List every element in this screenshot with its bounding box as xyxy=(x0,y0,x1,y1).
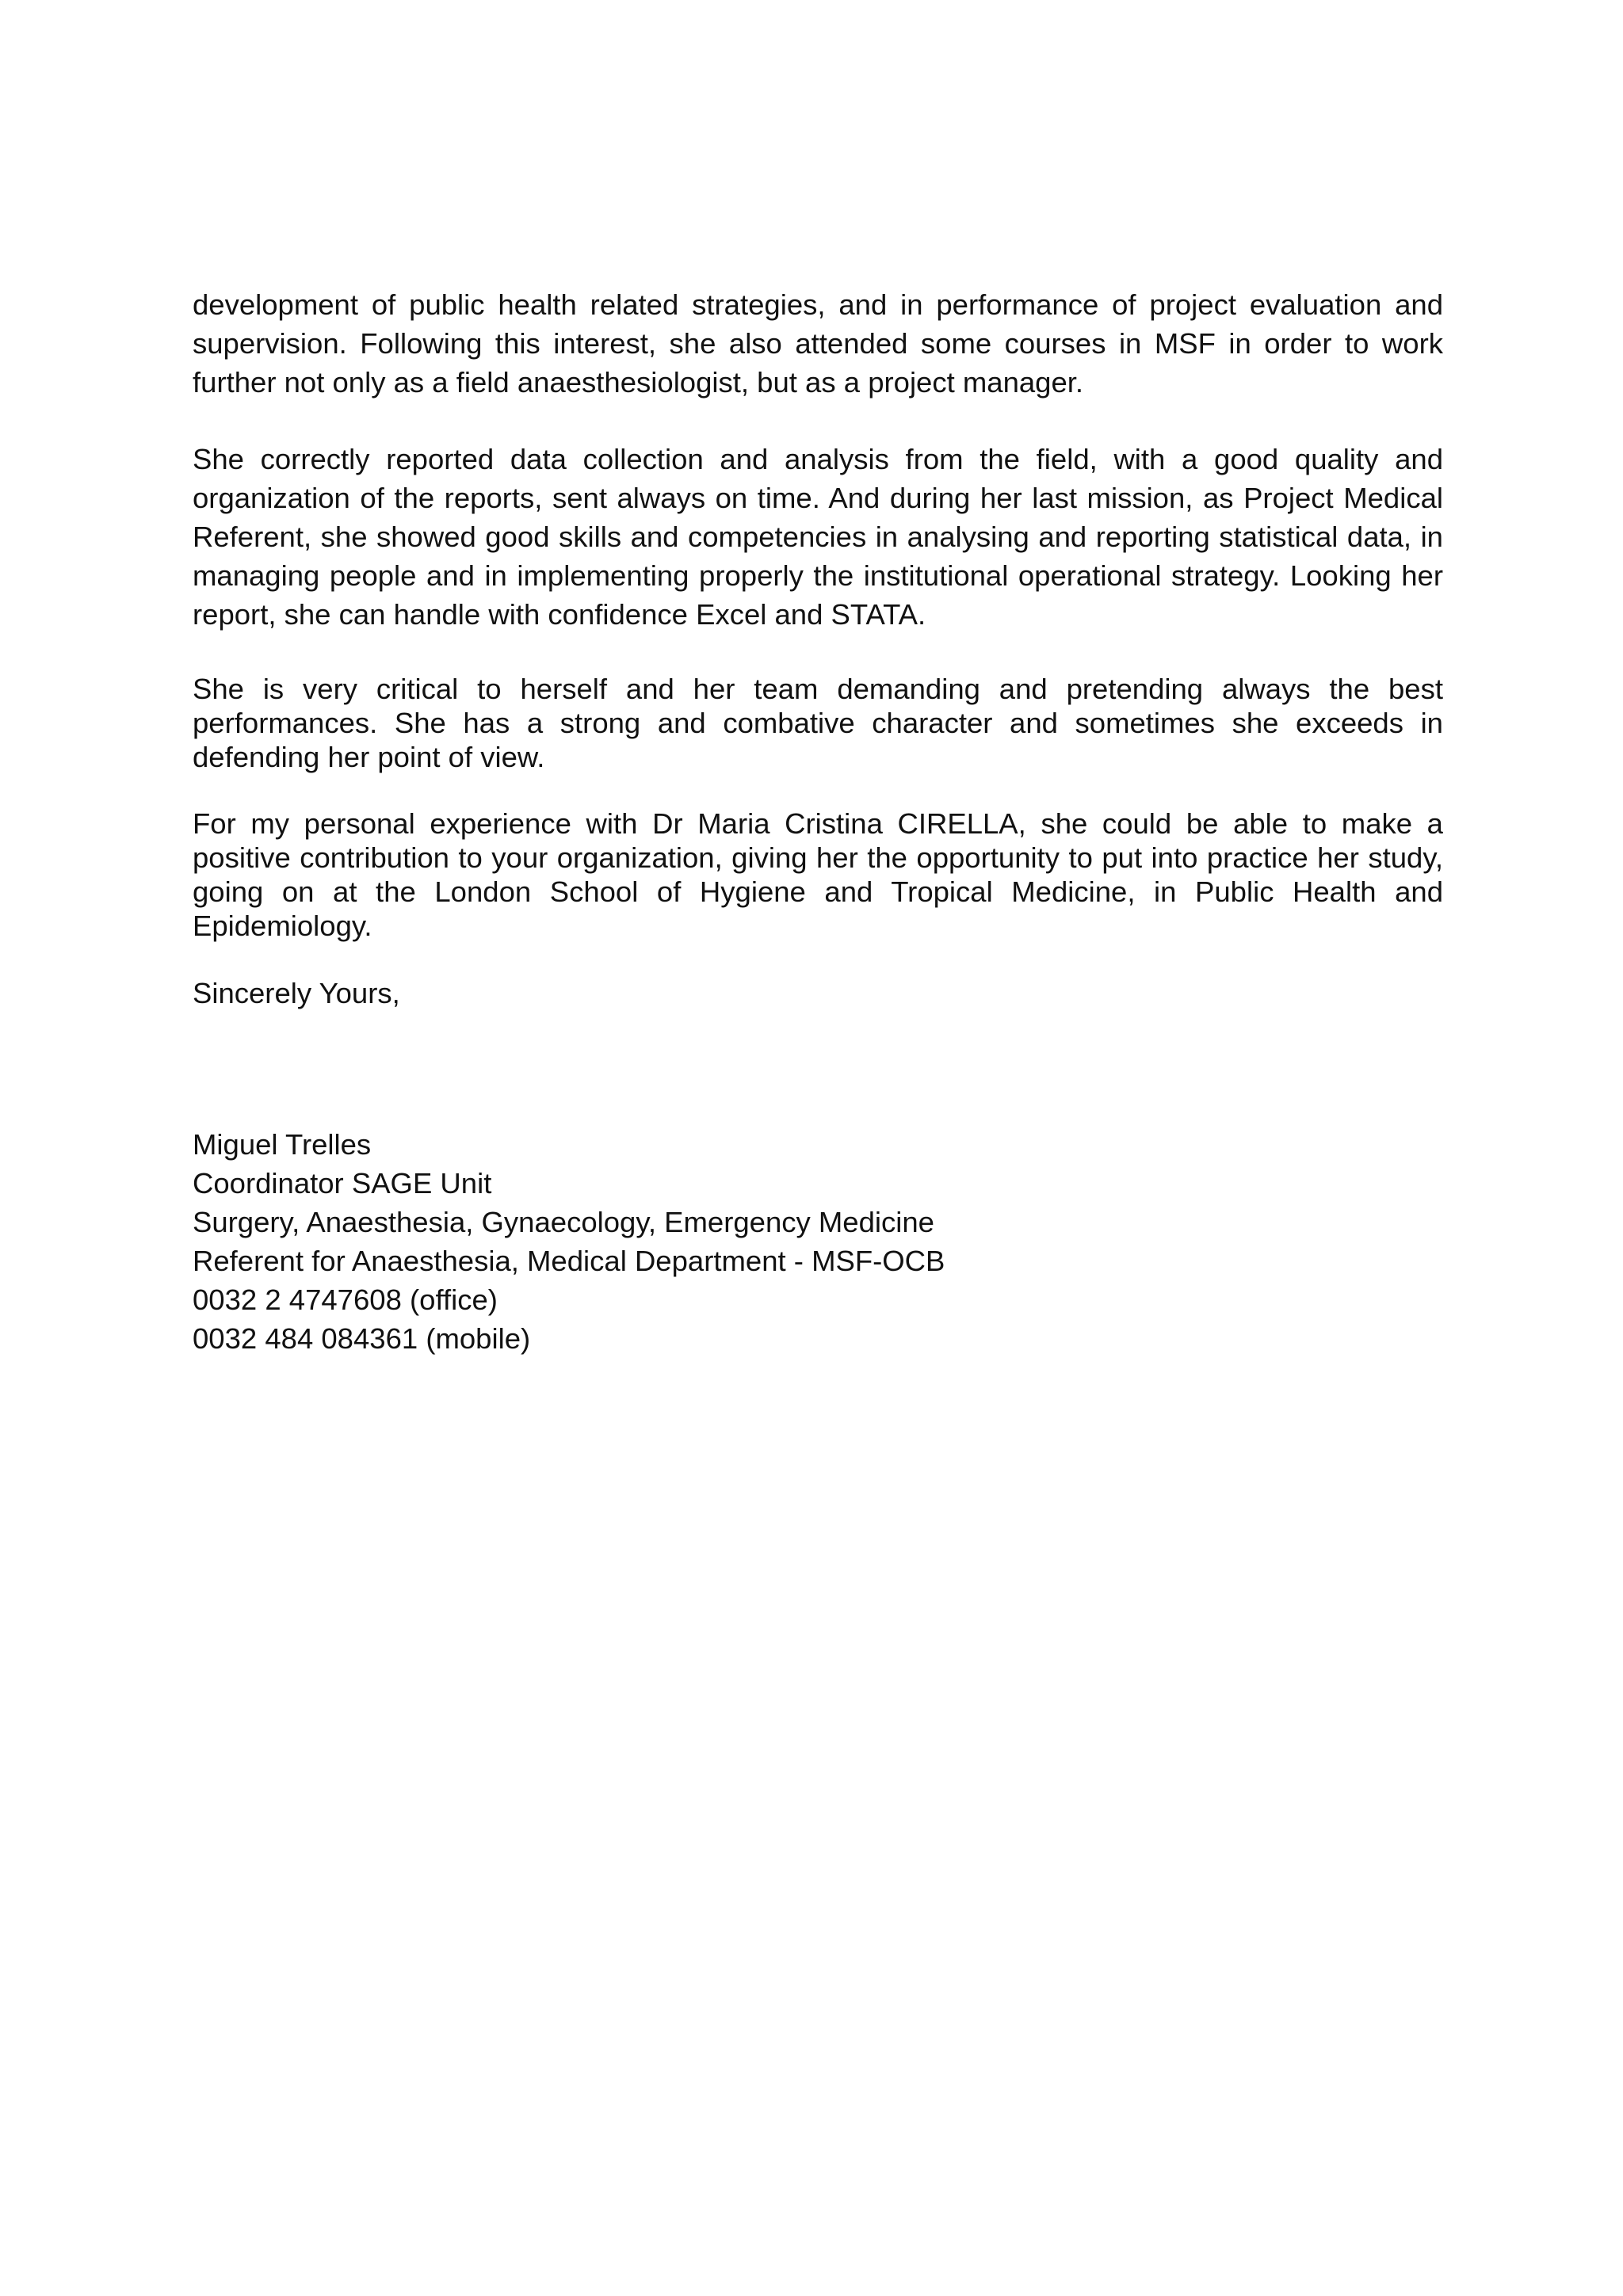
letter-body xyxy=(193,285,1443,1358)
signatory-specialties: Surgery, Anaesthesia, Gynaecology, Emergency Medicine xyxy=(193,1206,934,1238)
signatory-title: Coordinator SAGE Unit xyxy=(193,1167,492,1199)
phone-mobile: 0032 484 084361 (mobile) xyxy=(193,1322,531,1355)
paragraph-character: She is very critical to herself and her team demanding and pretending always the best performances. She has a strong and combative character and sometimes she exceeds in defending her point of view. xyxy=(193,673,1443,773)
signature-block xyxy=(193,1125,1443,1358)
paragraph-public-health-interest: development of public health related strategies, and in performance of project evaluation and supervision. Following this interest, she also attended some courses in MSF in order to work further not only as a field anaesthesiologist, but as a project manager. xyxy=(193,288,1443,399)
signatory-name: Miguel Trelles xyxy=(193,1128,372,1161)
paragraph-recommendation: For my personal experience with Dr Maria Cristina CIRELLA, she could be able to make a positive contribution to your organization, giving her the opportunity to put into practice her study, going on at the London School of Hygiene and Tropical Medicine, in Public Health and Epidemiology. xyxy=(193,807,1443,942)
phone-office: 0032 2 4747608 (office) xyxy=(193,1283,498,1316)
signatory-department: Referent for Anaesthesia, Medical Department - MSF-OCB xyxy=(193,1245,945,1277)
paragraph-reporting-skills: She correctly reported data collection and analysis from the field, with a good quality and organization of the reports, sent always on time. And during her last mission, as Project Medical Referent, she showed good skills and competencies in analysing and reporting statistical data, in managing people and in implementing properly the institutional operational strategy. Looking her report, she can handle with confidence Excel and STATA. xyxy=(193,443,1443,631)
closing-salutation: Sincerely Yours, xyxy=(193,977,400,1009)
